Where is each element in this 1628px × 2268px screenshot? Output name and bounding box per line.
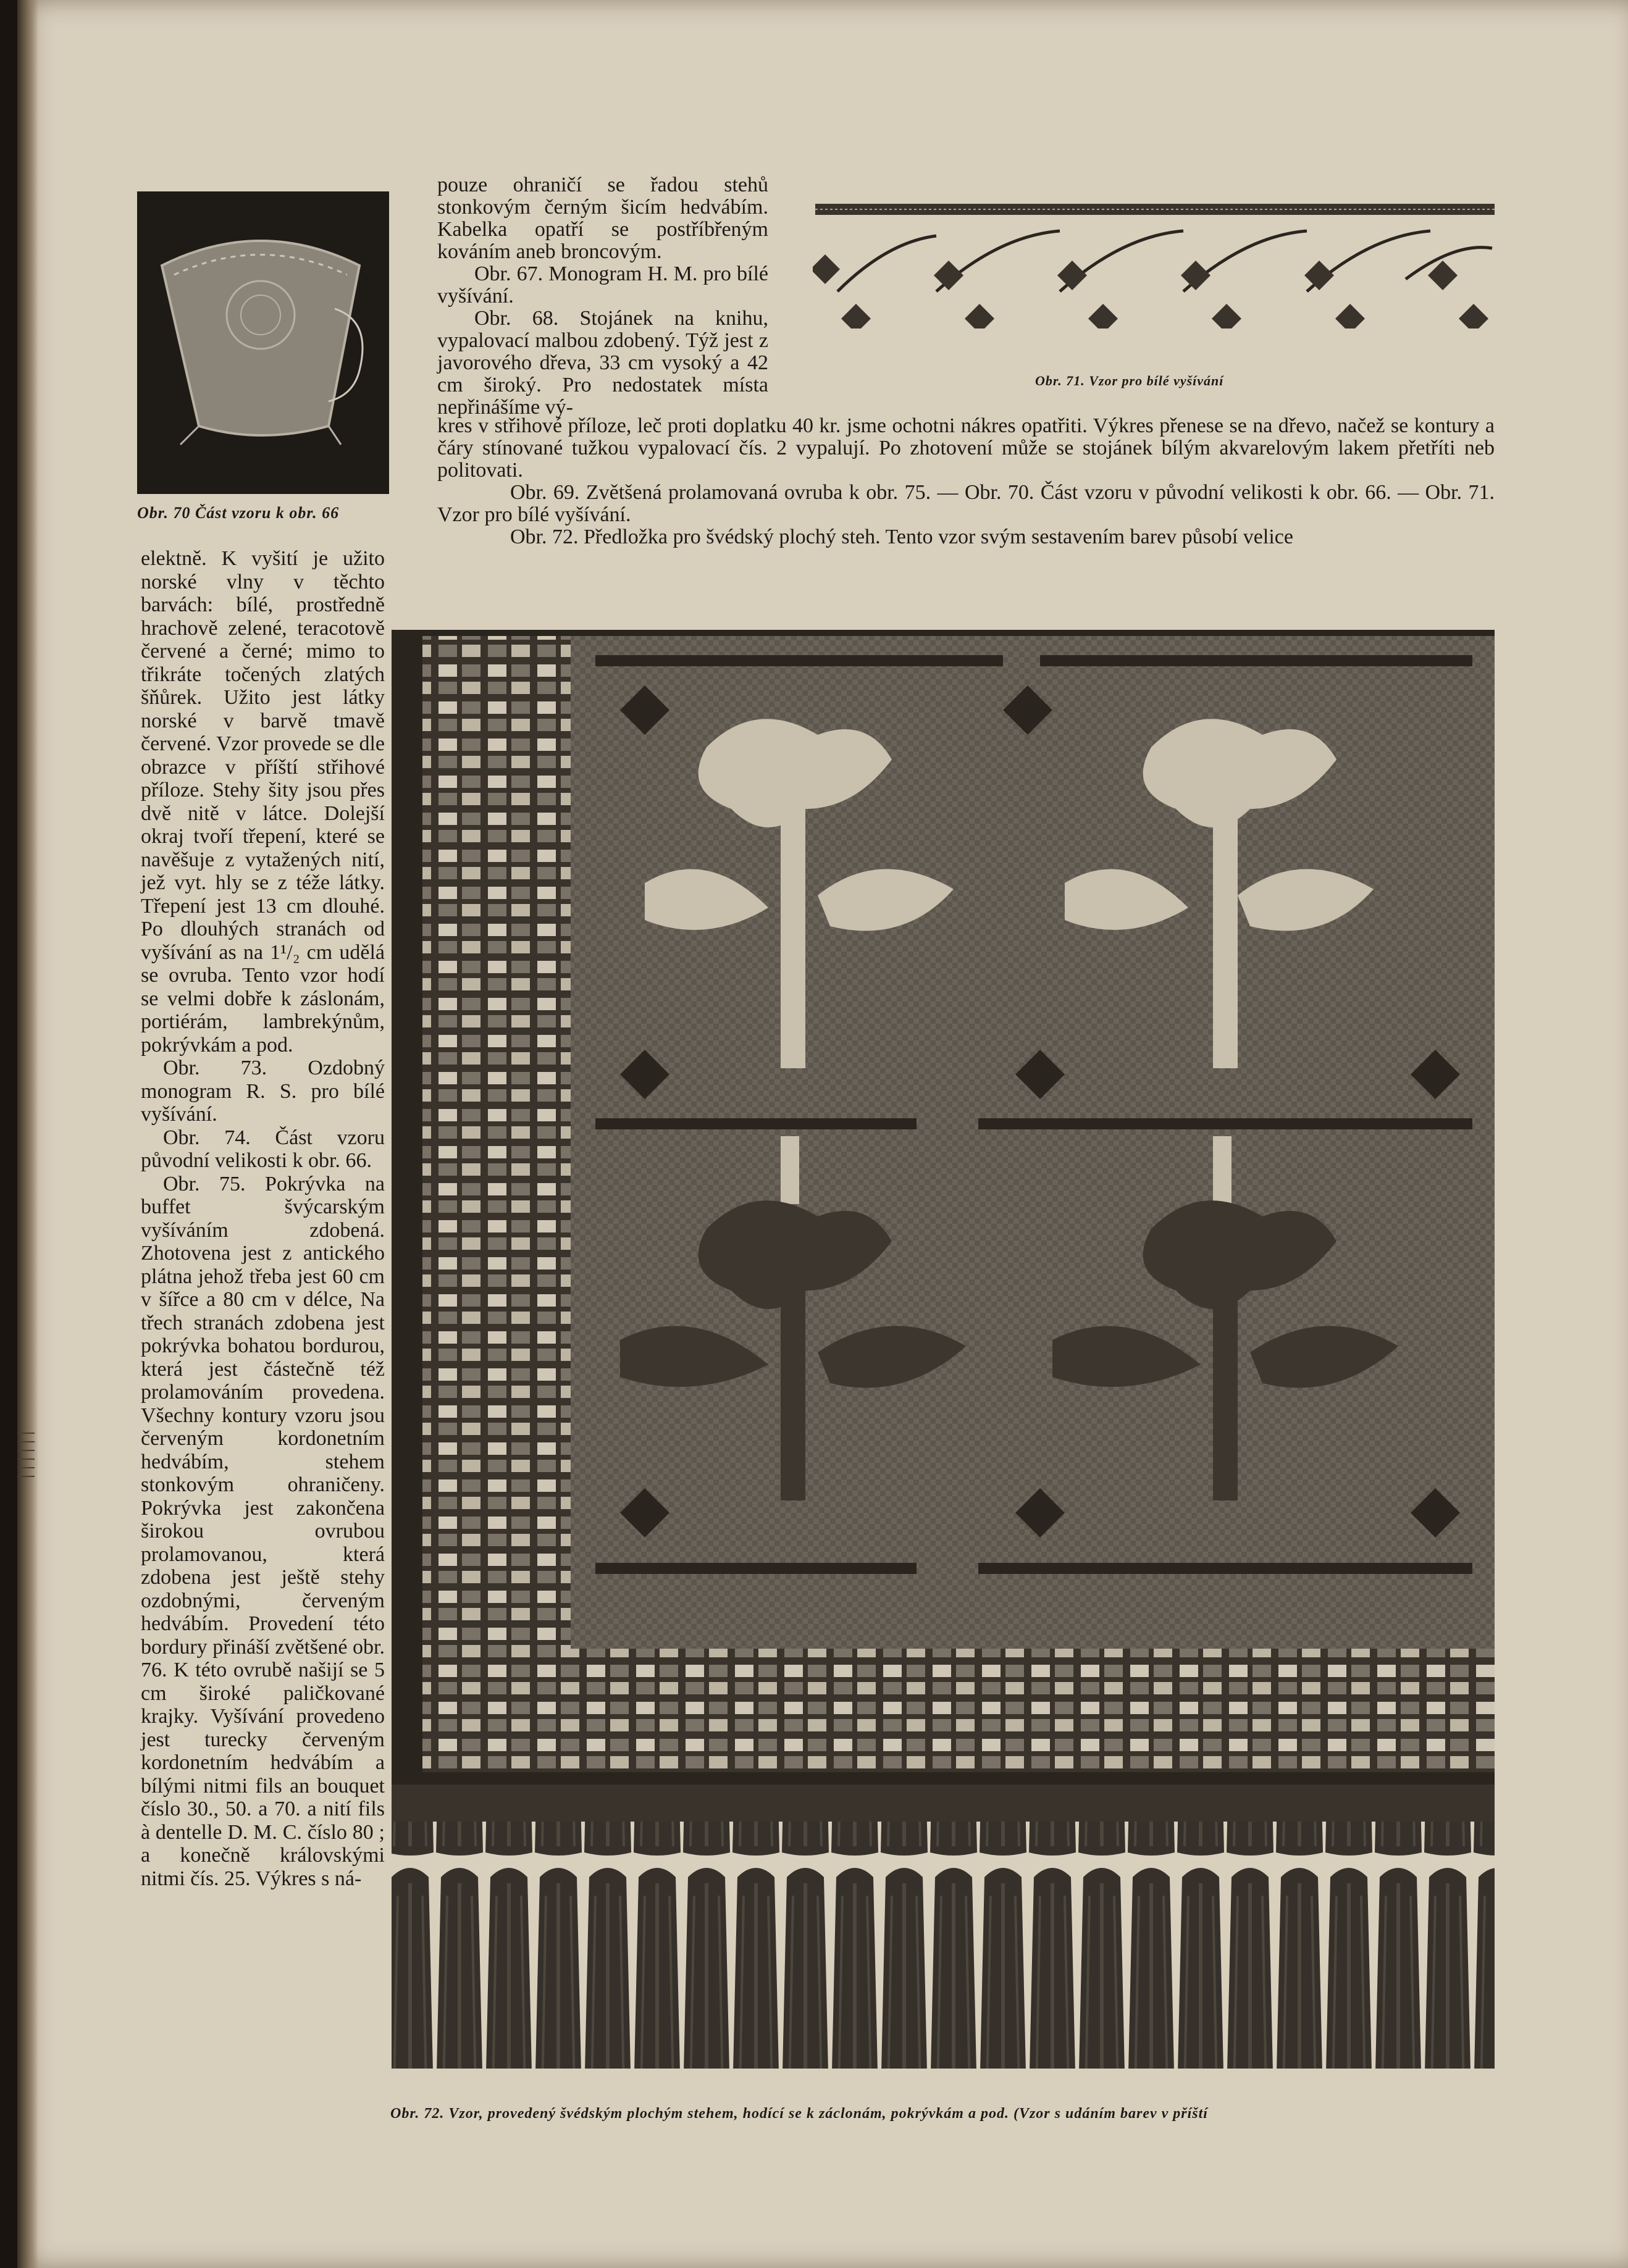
middle-text-column (437, 174, 768, 419)
left-paragraph-obr74: Obr. 74. Část vzoru původní velikosti k obr. 66. (141, 1126, 385, 1172)
left-paragraph-1: elektně. K vyšití je užito norské vlny v těchto barvách: bílé, prostředně hrachově zelené, teracotově červené a černé; mimo to třikráte točených zlatých šňůrek. Užito jest látky norské v barvě tmavě červené. Vzor provede se dle obrazce v příští střihové příloze. Stehy šity jsou přes dvě nitě v látce. Dolejší okraj tvoří třepení, které se navěšuje z vytažených nití, jež vyt. hly se z téže látky. Třepení jest 13 cm dlouhé. Po dlouhých stranách od vyšívání as na 1¹/₂ cm udělá se ovruba. Tento vzor hodí se velmi dobře k záslonám, portiérám, lambrekýnům, pokrývkám a pod. (141, 547, 385, 1057)
middle-paragraph-obr67: Obr. 67. Monogram H. M. pro bílé vyšívání. (437, 262, 768, 308)
left-paragraph-obr75: Obr. 75. Pokrývka na buffet švýcarským vyšíváním zdobená. Zhotovena jest z antického plátna jehož třeba jest 60 cm v šířce a 80 cm v délce, Na třech stranách zdobena jest pokrývka bohatou bordurou, která jest částečně též prolamováním provedena. Všechny kontury vzoru jsou červeným kordonetním hedvábím, stehem stonkovým ohraničeny. Pokrývka jest zakončena širokou ovrubou prolamovanou, která zdobena jest ještě stehy ozdobnými, červeným hedvábím. Provedení této bordury přináší zvětšené obr. 76. K této ovrubě našijí se 5 cm široké paličkované krajky. Vyšívání provedeno jest turecky červeným kordonetním hedvábím a bílými nitmi fils an bouquet číslo 30., 50. a 70. a nití fils à dentelle D. M. C. číslo 80 ; a konečně královskými nitmi čís. 25. Výkres s ná- (141, 1172, 385, 1890)
left-paragraph-obr73: Obr. 73. Ozdobný monogram R. S. pro bílé vyšívání. (141, 1057, 385, 1126)
full-paragraph-continuation: kres v střihové příloze, leč proti doplatku 40 kr. jsme ochotni nákres opatřiti. Výkres přenese se na dřevo, načež se kontury a čáry stínované tužkou vypalovací čís. 2 vypalují. Po zhotovení může se stojánek bílým akvarelovým lakem přetříti neb politovati. (437, 414, 1495, 482)
full-width-text (437, 415, 1495, 548)
figure-71-caption: Obr. 71. Vzor pro bílé vyšívání (1035, 373, 1224, 388)
figure-71-drawing (813, 193, 1497, 328)
figure-72-photo (385, 624, 1501, 2078)
figure-70-image (137, 191, 389, 494)
binding-shadow (17, 0, 38, 2268)
figure-71-image (813, 193, 1497, 328)
figure-70-caption: Obr. 70 Část vzoru k obr. 66 (137, 504, 340, 522)
full-paragraph-obr72: Obr. 72. Předložka pro švédský plochý steh. Tento vzor svým sestavením barev působí velice (510, 525, 1293, 548)
figure-72-image (385, 624, 1501, 2078)
middle-paragraph-obr68: Obr. 68. Stojánek na knihu, vypalovací malbou zdobený. Týž jest z javorového dřeva, 33 cm vysoký a 42 cm široký. Pro nedostatek místa nepřinášíme vý- (437, 307, 768, 419)
middle-paragraph-1: pouze ohraničí se řadou stehů stonkovým černým šicím hedvábím. Kabelka opatří se postříbřeným kováním aneb broncovým. (437, 174, 768, 263)
figure-72-caption: Obr. 72. Vzor, provedený švédským plochým stehem, hodící se k záclonám, pokrývkám a pod. (Vzor s udáním barev v příští (390, 2106, 1208, 2122)
figure-70-photo (137, 191, 389, 494)
binding-marks (17, 1433, 42, 1531)
left-text-column (141, 547, 385, 1890)
full-paragraph-obr69: Obr. 69. Zvětšená prolamovaná ovruba k obr. 75. — Obr. 70. Část vzoru v původní velikosti k obr. 66. — Obr. 71. Vzor pro bílé vyšívání. (437, 481, 1495, 526)
